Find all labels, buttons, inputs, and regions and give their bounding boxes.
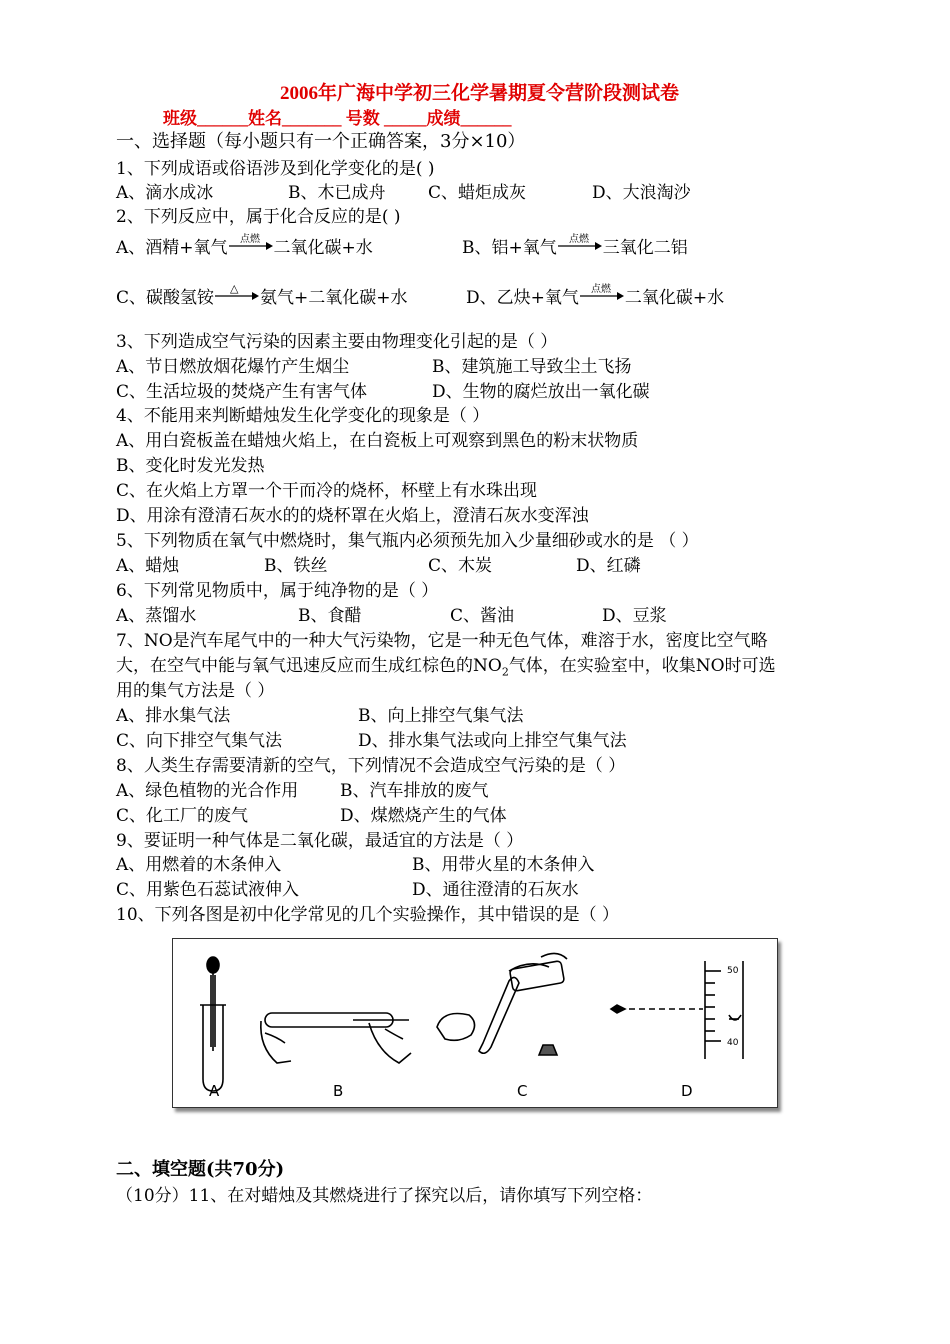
ignite-arrow (557, 233, 603, 259)
q2-option-a (116, 233, 373, 260)
q1-option-c: C、蜡炬成灰 (428, 183, 527, 203)
horizontal-test-tube-icon (261, 1013, 411, 1063)
heat-arrow (214, 282, 260, 309)
figure-label-d: D (681, 1082, 693, 1100)
figure-label-c: C (517, 1082, 528, 1100)
q6-option-a: A、蒸馏水 (116, 606, 197, 626)
q1-stem: 1、下列成语或俗语涉及到化学变化的是( ) (116, 159, 435, 179)
arrow-condition: 点燃 (590, 283, 611, 295)
q9-stem: 9、要证明一种气体是二氧化碳，最适宜的方法是（ ） (116, 831, 524, 851)
q2-option-c (116, 282, 408, 310)
dropper-in-test-tube-icon (200, 957, 226, 1091)
q2-c-reactants: C、碳酸氢铵 (116, 288, 215, 308)
q2-option-d (466, 283, 725, 310)
arrow-icon (579, 283, 625, 309)
q1-option-d: D、大浪淘沙 (592, 183, 691, 203)
q1-option-a: A、滴水成冰 (116, 183, 214, 203)
q6-option-d: D、豆浆 (602, 606, 667, 626)
q6-stem: 6、下列常见物质中，属于纯净物的是（ ） (116, 581, 439, 601)
q8-stem: 8、人类生存需要清新的空气，下列情况不会造成空气污染的是（ ） (116, 756, 626, 776)
q5-option-d: D、红磷 (576, 556, 641, 576)
q10-stem: 10、下列各图是初中化学常见的几个实验操作，其中错误的是（ ） (116, 905, 620, 925)
q8-option-a: A、绿色植物的光合作用 (116, 781, 299, 801)
q8-option-c: C、化工厂的废气 (116, 806, 249, 826)
q9-option-a: A、用燃着的木条伸入 (116, 855, 282, 875)
q7-line2-pre: 大，在空气中能与氧气迅速反应而生成红棕色的NO (116, 656, 502, 676)
q7-line3: 用的集气方法是（ ） (116, 681, 275, 701)
q2-option-b (462, 233, 688, 260)
figure-label-a: A (209, 1082, 220, 1100)
section1-heading: 一、选择题（每小题只有一个正确答案，3分×10） (116, 131, 526, 152)
lab-operations-drawing (173, 939, 777, 1107)
q6-option-c: C、酱油 (450, 606, 515, 626)
arrow-condition: △ (230, 282, 239, 295)
cylinder-mark-top: 50 (727, 966, 739, 976)
q7-line1: 7、NO是汽车尾气中的一种大气污染物，它是一种无色气体，难溶于水，密度比空气略 (116, 631, 768, 651)
q3-stem: 3、下列造成空气污染的因素主要由物理变化引起的是（ ） (116, 332, 558, 352)
q7-option-b: B、向上排空气集气法 (358, 706, 524, 726)
q7-option-c: C、向下排空气集气法 (116, 731, 283, 751)
arrow-condition: 点燃 (568, 233, 589, 245)
q3-option-c: C、生活垃圾的焚烧产生有害气体 (116, 382, 368, 402)
arrow-condition: 点燃 (239, 233, 260, 245)
q2-d-products: 二氧化碳+水 (624, 288, 725, 308)
q7-line2-post: 气体，在实验室中，收集NO时可选 (508, 656, 776, 676)
q4-stem: 4、不能用来判断蜡烛发生化学变化的现象是（ ） (116, 406, 490, 426)
ignite-arrow (228, 233, 274, 259)
q3-option-a: A、节日燃放烟花爆竹产生烟尘 (116, 357, 350, 377)
q5-option-a: A、蜡烛 (116, 556, 180, 576)
q6-option-b: B、食醋 (298, 606, 362, 626)
pouring-liquid-icon (437, 953, 567, 1055)
graduated-cylinder-icon (611, 961, 743, 1059)
figure-label-b: B (333, 1082, 344, 1100)
q5-option-b: B、铁丝 (264, 556, 328, 576)
q9-option-c: C、用紫色石蕊试液伸入 (116, 880, 300, 900)
q2-stem: 2、下列反应中，属于化合反应的是( ) (116, 207, 401, 227)
exam-title: 2006年广海中学初三化学暑期夏令营阶段测试卷 (280, 83, 680, 104)
student-info-line: 班级______姓名_______ 号数 _____成绩______ (163, 109, 512, 128)
arrow-icon (214, 283, 260, 309)
arrow-icon (557, 233, 603, 259)
q5-option-c: C、木炭 (428, 556, 493, 576)
q7-option-d: D、排水集气法或向上排空气集气法 (358, 731, 627, 751)
section2-heading: 二、填空题(共70分) (116, 1159, 285, 1180)
q7-option-a: A、排水集气法 (116, 706, 231, 726)
q2-d-reactants: D、乙炔+氧气 (466, 288, 579, 308)
q1-option-b: B、木已成舟 (288, 183, 386, 203)
q2-a-reactants: A、酒精+氧气 (116, 238, 228, 258)
q3-option-b: B、建筑施工导致尘土飞扬 (432, 357, 632, 377)
q5-stem: 5、下列物质在氧气中燃烧时，集气瓶内必须预先加入少量细砂或水的是 （ ） (116, 531, 699, 551)
q7-subscript: 2 (501, 665, 509, 679)
q2-b-reactants: B、铝+氧气 (462, 238, 557, 258)
q9-option-d: D、通往澄清的石灰水 (412, 880, 579, 900)
q10-experiment-figure (172, 938, 778, 1108)
q2-b-products: 三氧化二铝 (602, 238, 688, 258)
q2-c-products: 氨气+二氧化碳+水 (260, 288, 408, 308)
q9-option-b: B、用带火星的木条伸入 (412, 855, 595, 875)
q3-option-d: D、生物的腐烂放出一氧化碳 (432, 382, 650, 402)
q4-option-a: A、用白瓷板盖在蜡烛火焰上，在白瓷板上可观察到黑色的粉末状物质 (116, 431, 639, 451)
q8-option-b: B、汽车排放的废气 (340, 781, 489, 801)
arrow-icon (228, 233, 274, 259)
q11-stem: （10分）11、在对蜡烛及其燃烧进行了探究以后，请你填写下列空格： (116, 1186, 653, 1206)
q4-option-b: B、变化时发光发热 (116, 456, 265, 476)
q8-option-d: D、煤燃烧产生的气体 (340, 806, 507, 826)
cylinder-mark-bottom: 40 (727, 1038, 739, 1048)
q2-a-products: 二氧化碳+水 (273, 238, 373, 258)
q4-option-d: D、用涂有澄清石灰水的的烧杯罩在火焰上，澄清石灰水变浑浊 (116, 506, 589, 526)
ignite-arrow (579, 283, 625, 309)
q4-option-c: C、在火焰上方罩一个干而冷的烧杯，杯壁上有水珠出现 (116, 481, 538, 501)
